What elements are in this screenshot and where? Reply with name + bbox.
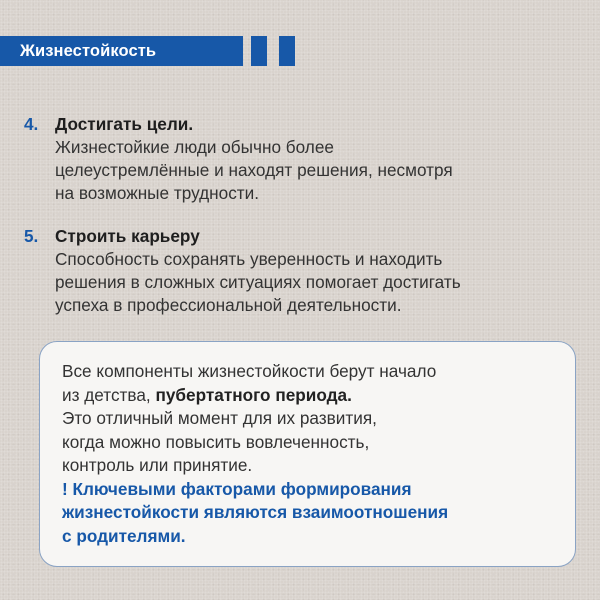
note-line: Это отличный момент для их развития, <box>62 408 377 428</box>
header <box>0 36 295 66</box>
list-item-text-line: Жизнестойкие люди обычно более <box>55 137 334 157</box>
header-stripe-decoration <box>279 36 295 66</box>
note-line: контроль или принятие. <box>62 455 253 475</box>
list-item-title: Достигать цели. <box>55 114 194 134</box>
header-stripe-decoration <box>251 36 267 66</box>
list-item <box>24 225 584 317</box>
note-line: Все компоненты жизнестойкости берут начало <box>62 361 437 381</box>
note-highlight-line: жизнестойкости являются взаимоотношения <box>62 502 449 522</box>
list-item-text-line: решения в сложных ситуациях помогает достигать <box>55 272 461 292</box>
note-line <box>62 384 555 408</box>
note-box <box>39 341 576 567</box>
note-bold-text: пубертатного периода. <box>155 384 352 405</box>
list-item-text-line: Способность сохранять уверенность и находить <box>55 249 443 269</box>
list-item-text-line: целеустремлённые и находят решения, несмотря <box>55 160 453 180</box>
note-text: из детства, <box>62 384 156 405</box>
note-line: когда можно повысить вовлеченность, <box>62 431 370 452</box>
list-item-text-line: на возможные трудности. <box>55 183 260 203</box>
list-item-text-line: успеха в профессиональной деятельности. <box>55 295 402 315</box>
list-item-title: Строить карьеру <box>55 226 200 246</box>
list-item-number: 5. <box>24 226 39 246</box>
list-item <box>24 113 584 205</box>
list-item-number: 4. <box>24 114 39 134</box>
note-highlight-line: ! Ключевыми факторами формирования <box>62 478 412 499</box>
note-highlight-line: с родителями. <box>62 525 186 546</box>
header-title: Жизнестойкость <box>0 36 243 66</box>
